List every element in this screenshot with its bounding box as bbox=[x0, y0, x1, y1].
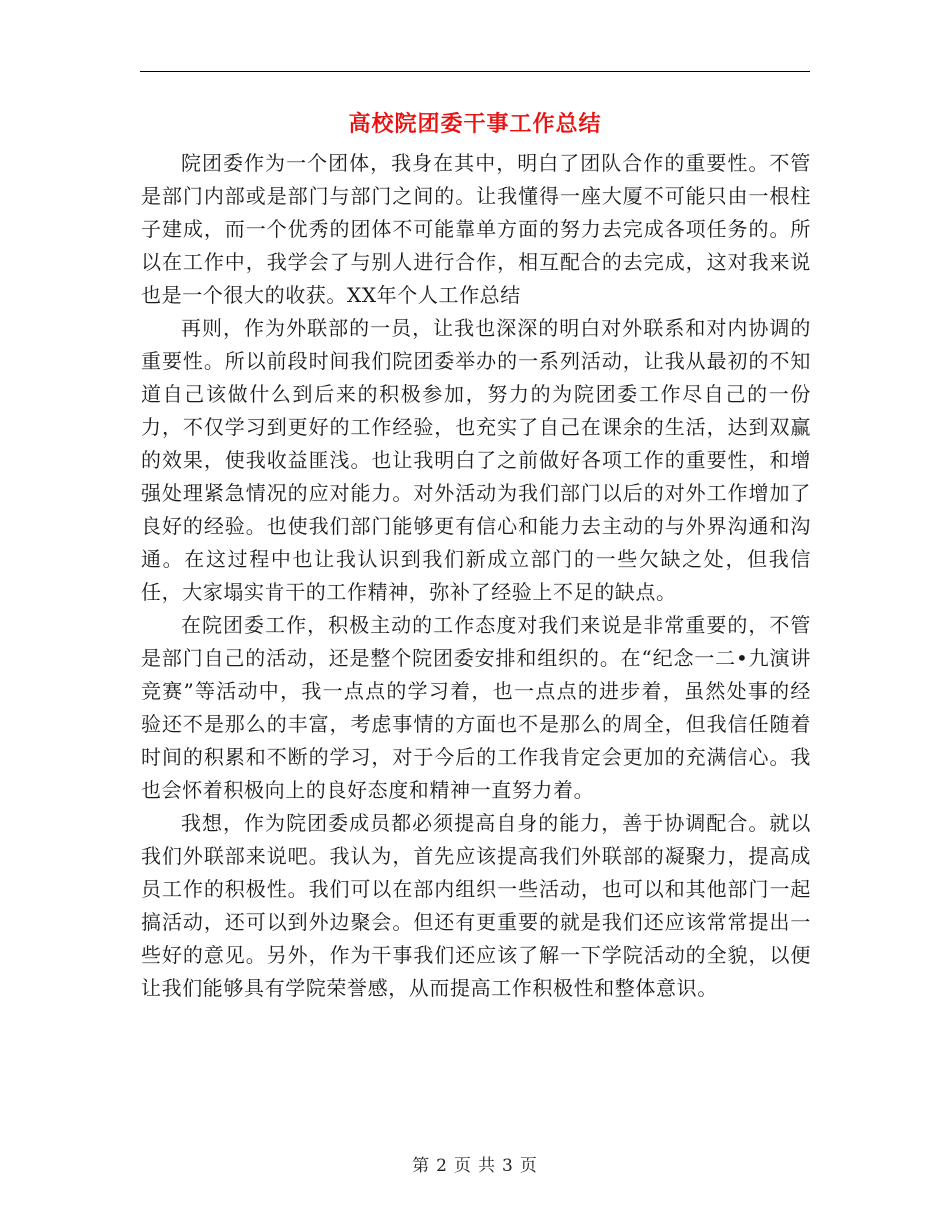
footer-total-pages: 3 bbox=[502, 1156, 514, 1176]
document-body bbox=[141, 147, 811, 1005]
paragraph-2: 再则，作为外联部的一员，让我也深深的明白对外联系和对内协调的重要性。所以前段时间我们院团委举办的一系列活动，让我从最初的不知道自己该做什么到后来的积极参加，努力的为院团委工作尽自己的一份力，不仅学习到更好的工作经验，也充实了自己在课余的生活，达到双赢的效果，使我收益匪浅。也让我明白了之前做好各项工作的重要性，和增强处理紧急情况的应对能力。对外活动为我们部门以后的对外工作增加了良好的经验。也使我们部门能够更有信心和能力去主动的与外界沟通和沟通。在这过程中也让我认识到我们新成立部门的一些欠缺之处，但我信任，大家塌实肯干的工作精神，弥补了经验上不足的缺点。 bbox=[141, 316, 811, 604]
footer-page-word: 页 bbox=[454, 1156, 472, 1176]
paragraph-4: 我想，作为院团委成员都必须提高自身的能力，善于协调配合。就以我们外联部来说吧。我认为，首先应该提高我们外联部的凝聚力，提高成员工作的积极性。我们可以在部内组织一些活动，也可以和其他部门一起搞活动，还可以到外边聚会。但还有更重要的就是我们还应该常常提出一些好的意见。另外，作为干事我们还应该了解一下学院活动的全貌，以便让我们能够具有学院荣誉感，从而提高工作积极性和整体意识。 bbox=[141, 811, 811, 1000]
paragraph-3: 在院团委工作，积极主动的工作态度对我们来说是非常重要的，不管是部门自己的活动，还是整个院团委安排和组织的。在“纪念一二•九演讲竞赛”等活动中，我一点点的学习着，也一点点的进步着，虽然处事的经验还不是那么的丰富，考虑事情的方面也不是那么的周全，但我信任随着时间的积累和不断的学习，对于今后的工作我肯定会更加的充满信心。我也会怀着积极向上的良好态度和精神一直努力着。 bbox=[141, 613, 811, 802]
footer-prefix: 第 bbox=[412, 1156, 431, 1176]
header-rule bbox=[140, 71, 810, 72]
document-title: 高校院团委干事工作总结 bbox=[348, 112, 602, 137]
footer-total-word: 共 bbox=[478, 1156, 496, 1176]
footer-suffix: 页 bbox=[519, 1156, 538, 1176]
footer-current-page: 2 bbox=[436, 1156, 448, 1176]
paragraph-1: 院团委作为一个团体，我身在其中，明白了团队合作的重要性。不管是部门内部或是部门与部门之间的。让我懂得一座大厦不可能只由一根柱子建成，而一个优秀的团体不可能靠单方面的努力去完成各项任务的。所以在工作中，我学会了与别人进行合作，相互配合的去完成，这对我来说也是一个很大的收获。XX年个人工作总结 bbox=[141, 151, 811, 307]
page-footer bbox=[0, 1154, 950, 1178]
